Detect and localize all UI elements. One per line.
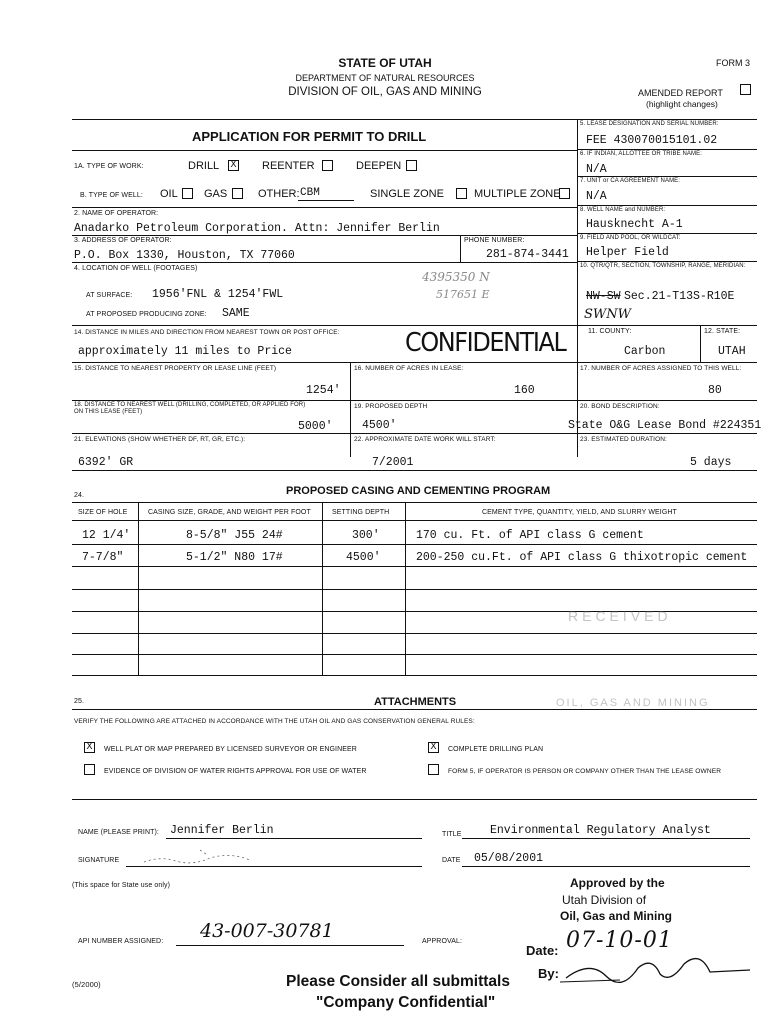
state-value: UTAH [718, 345, 746, 358]
start-date-value: 7/2001 [372, 456, 414, 469]
rule-op3 [72, 325, 577, 326]
property-distance-label: 15. DISTANCE TO NEAREST PROPERTY OR LEASE LINE (FEET) [74, 365, 277, 372]
approved-line2: Utah Division of [562, 893, 647, 907]
phone-label: PHONE NUMBER: [464, 237, 525, 244]
name-underline [166, 838, 422, 839]
approval-date-label: Date: [526, 943, 559, 958]
approved-line1: Approved by the [570, 876, 665, 890]
nearest-well-value: 5000' [298, 420, 333, 433]
other-underline [298, 200, 354, 201]
table-row: 5-1/2" N80 17# [186, 551, 283, 564]
rule-r2 [577, 176, 757, 177]
single-zone-checkbox[interactable] [456, 188, 467, 199]
county-value: Carbon [624, 345, 666, 358]
rule-c2 [72, 566, 757, 567]
assigned-acres-label: 17. NUMBER OF ACRES ASSIGNED TO THIS WELL: [580, 365, 742, 372]
rule-c5 [72, 633, 757, 634]
date-label: DATE [442, 857, 461, 864]
lease-acres-value: 160 [514, 384, 535, 397]
unit-label: 7. UNIT or CA AGREEMENT NAME: [580, 178, 681, 184]
plat-checkbox[interactable]: X [84, 742, 95, 753]
casing-section-number: 24. [74, 492, 85, 499]
rule-d1 [72, 362, 757, 363]
surface-value: 1956'FNL & 1254'FWL [152, 288, 284, 301]
well-name-label: 8. WELL NAME and NUMBER: [580, 207, 666, 213]
confidential-notice-line1: Please Consider all submittals [286, 973, 510, 990]
signature-scribble [140, 842, 270, 868]
signature-label: SIGNATURE [78, 857, 120, 864]
table-row: 7-7/8" [82, 551, 124, 564]
phone-divider [460, 235, 461, 262]
location-label: 4. LOCATION OF WELL (FOOTAGES) [74, 265, 198, 272]
address-label: 3. ADDRESS OF OPERATOR: [74, 237, 172, 244]
confidential-stamp: CONFIDENTIAL [405, 328, 566, 358]
coord-east: 517651 E [436, 288, 490, 301]
casing-header-depth: SETTING DEPTH [332, 509, 390, 516]
title-label: TITLE [442, 831, 462, 838]
qtr-handwritten: SWNW [584, 307, 632, 322]
rule-c7 [72, 675, 757, 676]
town-distance-label: 14. DISTANCE IN MILES AND DIRECTION FROM NEAREST TOWN OR POST OFFICE: [74, 329, 340, 336]
deepen-label: DEEPEN [356, 160, 402, 172]
qtr-label: 10. QTR/QTR, SECTION, TOWNSHIP, RANGE, MERIDIAN: [580, 263, 746, 269]
other-label: OTHER: [258, 188, 300, 200]
table-row: 300' [352, 529, 380, 542]
drill-checkbox[interactable]: X [228, 160, 239, 171]
casing-title: PROPOSED CASING AND CEMENTING PROGRAM [286, 485, 551, 497]
rule-r3 [577, 205, 757, 206]
drilling-plan-label: COMPLETE DRILLING PLAN [448, 746, 544, 753]
rule-a2 [72, 799, 757, 800]
water-rights-checkbox[interactable] [84, 764, 95, 775]
surface-label: AT SURFACE: [86, 292, 133, 299]
work-type-label: 1A. TYPE OF WORK: [74, 163, 144, 170]
multiple-zone-checkbox[interactable] [559, 188, 570, 199]
attachments-section-number: 25. [74, 698, 85, 705]
approval-label: APPROVAL: [422, 938, 463, 945]
lease-acres-label: 16. NUMBER OF ACRES IN LEASE: [354, 365, 464, 372]
rule-op1 [72, 235, 577, 236]
rule-c6 [72, 654, 757, 655]
department-name: DEPARTMENT OF NATURAL RESOURCES [295, 73, 475, 83]
assigned-acres-value: 80 [708, 384, 722, 397]
unit-value: N/A [586, 190, 607, 203]
approval-by-label: By: [538, 966, 559, 981]
print-name-value: Jennifer Berlin [170, 824, 274, 837]
address-value: P.O. Box 1330, Houston, TX 77060 [74, 249, 295, 262]
bond-value: State O&G Lease Bond #224351 [568, 419, 762, 432]
casing-header-hole: SIZE OF HOLE [78, 509, 128, 516]
print-name-label: NAME (PLEASE PRINT): [78, 829, 159, 836]
state-use-note: (This space for State use only) [72, 882, 171, 889]
rule-title [72, 150, 577, 151]
form-number: FORM 3 [716, 58, 751, 68]
multiple-zone-label: MULTIPLE ZONE [474, 188, 561, 200]
date-underline [462, 866, 750, 867]
county-divider [700, 325, 701, 362]
api-value: 43-007-30781 [200, 920, 334, 942]
title-value: Environmental Regulatory Analyst [490, 824, 711, 837]
property-distance-value: 1254' [306, 384, 341, 397]
form-revision: (5/2000) [72, 980, 101, 989]
casing-header-cement: CEMENT TYPE, QUANTITY, YIELD, AND SLURRY WEIGHT [482, 509, 677, 516]
oil-label: OIL [160, 188, 178, 200]
approval-date-value: 07-10-01 [566, 928, 673, 953]
gas-label: GAS [204, 188, 228, 200]
drilling-plan-checkbox[interactable]: X [428, 742, 439, 753]
lease-value: FEE 430070015101.02 [586, 134, 718, 147]
indian-value: N/A [586, 163, 607, 176]
approved-line3: Oil, Gas and Mining [560, 909, 673, 923]
signature-underline [126, 866, 422, 867]
form5-label: FORM 5, IF OPERATOR IS PERSON OR COMPANY OTHER THAN THE LEASE OWNER [448, 768, 722, 775]
town-distance-value: approximately 11 miles to Price [78, 345, 292, 358]
single-zone-label: SINGLE ZONE [370, 188, 444, 200]
other-value: CBM [300, 187, 320, 199]
depth-value: 4500' [362, 419, 397, 432]
approval-signature [560, 950, 760, 990]
duration-label: 23. ESTIMATED DURATION: [580, 436, 667, 443]
title-underline [462, 838, 750, 839]
well-name-value: Hausknecht A-1 [586, 218, 683, 231]
reenter-checkbox[interactable] [322, 160, 333, 171]
api-label: API NUMBER ASSIGNED: [78, 938, 164, 945]
rule-r1 [577, 149, 757, 150]
qtr-struck: NW-SW [586, 290, 621, 303]
producing-label: AT PROPOSED PRODUCING ZONE: [86, 311, 207, 318]
received-stamp: RECEIVED [568, 608, 672, 624]
amended-checkbox[interactable] [740, 84, 751, 95]
field-label: 9. FIELD AND POOL, OR WILDCAT: [580, 235, 681, 241]
rule-c3 [72, 589, 757, 590]
rule-c1 [72, 544, 757, 545]
rule-op2 [72, 262, 577, 263]
qtr-value: Sec.21-T13S-R10E [624, 290, 735, 303]
casing-header-size: CASING SIZE, GRADE, AND WEIGHT PER FOOT [148, 509, 311, 516]
county-label: 11. COUNTY: [588, 328, 632, 335]
deepen-checkbox[interactable] [406, 160, 417, 171]
confidential-notice-line2: "Company Confidential" [316, 994, 496, 1011]
rule-top [72, 119, 757, 120]
field-value: Helper Field [586, 246, 669, 259]
state-label: 12. STATE: [704, 328, 741, 335]
attachments-intro: VERIFY THE FOLLOWING ARE ATTACHED IN ACCORDANCE WITH THE UTAH OIL AND GAS CONSERVATION GENERAL RULES: [74, 718, 475, 725]
rule-a1 [72, 709, 757, 710]
right-column-divider [577, 119, 578, 457]
table-row: 200-250 cu.Ft. of API class G thixotropic cement [416, 551, 748, 564]
phone-value: 281-874-3441 [486, 248, 569, 261]
rule-d4 [72, 470, 757, 471]
oil-gas-mining-stamp: OIL, GAS AND MINING [556, 697, 710, 709]
form-title: APPLICATION FOR PERMIT TO DRILL [192, 129, 427, 144]
division-name: DIVISION OF OIL, GAS AND MINING [288, 86, 482, 98]
mid-divider [350, 362, 351, 457]
state-title: STATE OF UTAH [338, 56, 432, 70]
water-rights-label: EVIDENCE OF DIVISION OF WATER RIGHTS APPROVAL FOR USE OF WATER [104, 768, 367, 775]
gas-checkbox[interactable] [232, 188, 243, 199]
start-date-label: 22. APPROXIMATE DATE WORK WILL START: [354, 436, 496, 443]
drill-label: DRILL [188, 160, 220, 172]
rule-r4 [577, 233, 757, 234]
reenter-label: REENTER [262, 160, 315, 172]
lease-label: 5. LEASE DESIGNATION AND SERIAL NUMBER: [580, 121, 719, 127]
operator-name-label: 2. NAME OF OPERATOR: [74, 210, 159, 217]
plat-label: WELL PLAT OR MAP PREPARED BY LICENSED SURVEYOR OR ENGINEER [104, 746, 357, 753]
table-row: 170 cu. Ft. of API class G cement [416, 529, 644, 542]
oil-checkbox[interactable] [182, 188, 193, 199]
nearest-well-label: 18. DISTANCE TO NEAREST WELL (DRILLING, COMPLETED, OR APPLIED FOR) ON THIS LEASE (FEET) [74, 402, 306, 415]
date-value: 05/08/2001 [474, 852, 544, 865]
indian-label: 6. IF INDIAN, ALLOTTEE OR TRIBE NAME: [580, 151, 702, 157]
operator-name-value: Anadarko Petroleum Corporation. Attn: Jennifer Berlin [74, 222, 440, 235]
highlight-note: (highlight changes) [646, 99, 718, 109]
producing-value: SAME [222, 307, 250, 320]
amended-label: AMENDED REPORT [638, 88, 723, 98]
rule-well-type [72, 207, 577, 208]
attachments-title: ATTACHMENTS [374, 696, 457, 708]
rule-d2 [72, 400, 757, 401]
depth-label: 19. PROPOSED DEPTH [354, 403, 428, 410]
table-row: 4500' [346, 551, 381, 564]
rule-c-head [72, 520, 757, 521]
coord-north: 4395350 N [422, 270, 490, 284]
api-underline [176, 945, 404, 946]
table-row: 8-5/8" J55 24# [186, 529, 283, 542]
elevation-label: 21. ELEVATIONS (SHOW WHETHER DF, RT, GR, ETC.): [74, 436, 246, 443]
rule-c-top [72, 502, 757, 503]
rule-d3 [72, 433, 757, 434]
duration-value: 5 days [690, 456, 732, 469]
rule-r5 [577, 261, 757, 262]
table-row: 12 1/4' [82, 529, 131, 542]
bond-label: 20. BOND DESCRIPTION: [580, 403, 660, 410]
well-type-label: B. TYPE OF WELL: [80, 192, 143, 199]
form5-checkbox[interactable] [428, 764, 439, 775]
elevation-value: 6392' GR [78, 456, 134, 469]
rule-r6 [577, 325, 757, 326]
